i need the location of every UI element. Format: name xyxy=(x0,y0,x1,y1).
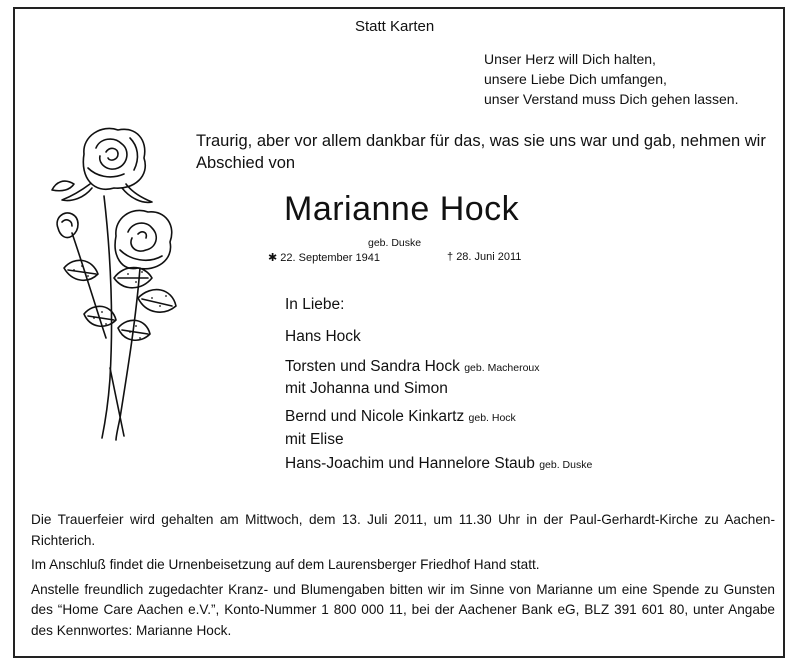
intro-text: Traurig, aber vor allem dankbar für das, was sie uns war und gab, nehmen wir Abschied von xyxy=(196,132,766,172)
deceased-name: Marianne Hock xyxy=(284,190,520,228)
birth-name: geb. Duske xyxy=(368,237,422,249)
mourner-note: geb. Hock xyxy=(468,412,516,424)
death-date-value: 28. Juni 2011 xyxy=(456,251,522,263)
birth-date xyxy=(268,251,380,264)
mourner-name: Torsten und Sandra Hock xyxy=(285,358,460,375)
rose-illustration xyxy=(44,118,194,458)
death-date xyxy=(447,251,521,263)
poem-line: unsere Liebe Dich umfangen, xyxy=(484,71,667,87)
mourner-line: mit Elise xyxy=(285,431,344,448)
mourner-note: geb. Macheroux xyxy=(464,362,540,374)
mourner-line xyxy=(285,455,592,473)
mourner-name: Hans-Joachim und Hannelore Staub xyxy=(285,455,535,472)
mourner-name: Bernd und Nicole Kinkartz xyxy=(285,408,465,425)
ceremony-details xyxy=(31,510,775,645)
poem-line: Unser Herz will Dich halten, xyxy=(484,51,656,67)
header-statt-karten: Statt Karten xyxy=(355,18,435,35)
birth-date-value: 22. September 1941 xyxy=(280,252,380,264)
mourner-line: Hans Hock xyxy=(285,328,361,345)
mourner-line: mit Johanna und Simon xyxy=(285,380,448,397)
cross-icon: † xyxy=(447,251,454,263)
donation-paragraph: Anstelle freundlich zugedachter Kranz- und Blumengaben bitten wir im Sinne von Marianne um eine Spende zu Gunsten des “Home Care Aachen e.V.”, Konto-Nummer 1 800 000 11, bei der Aachener Bank eG, BLZ 391 601 80, unter Angabe des Kennwortes: Marianne Hock. xyxy=(31,581,775,638)
poem xyxy=(484,49,738,109)
birth-star-icon: ✱ xyxy=(268,252,278,264)
mourners-heading: In Liebe: xyxy=(285,296,345,313)
burial-paragraph: Im Anschluß findet die Urnenbeisetzung auf dem Laurensberger Friedhof Hand statt. xyxy=(31,557,540,572)
mourner-line xyxy=(285,408,516,426)
mourner-note: geb. Duske xyxy=(539,459,593,471)
poem-line: unser Verstand muss Dich gehen lassen. xyxy=(484,91,739,107)
funeral-paragraph: Die Trauerfeier wird gehalten am Mittwoch, dem 13. Juli 2011, um 11.30 Uhr in der Paul-Gerhardt-Kirche zu Aachen-Richterich. xyxy=(31,512,775,548)
mourner-line xyxy=(285,358,540,376)
